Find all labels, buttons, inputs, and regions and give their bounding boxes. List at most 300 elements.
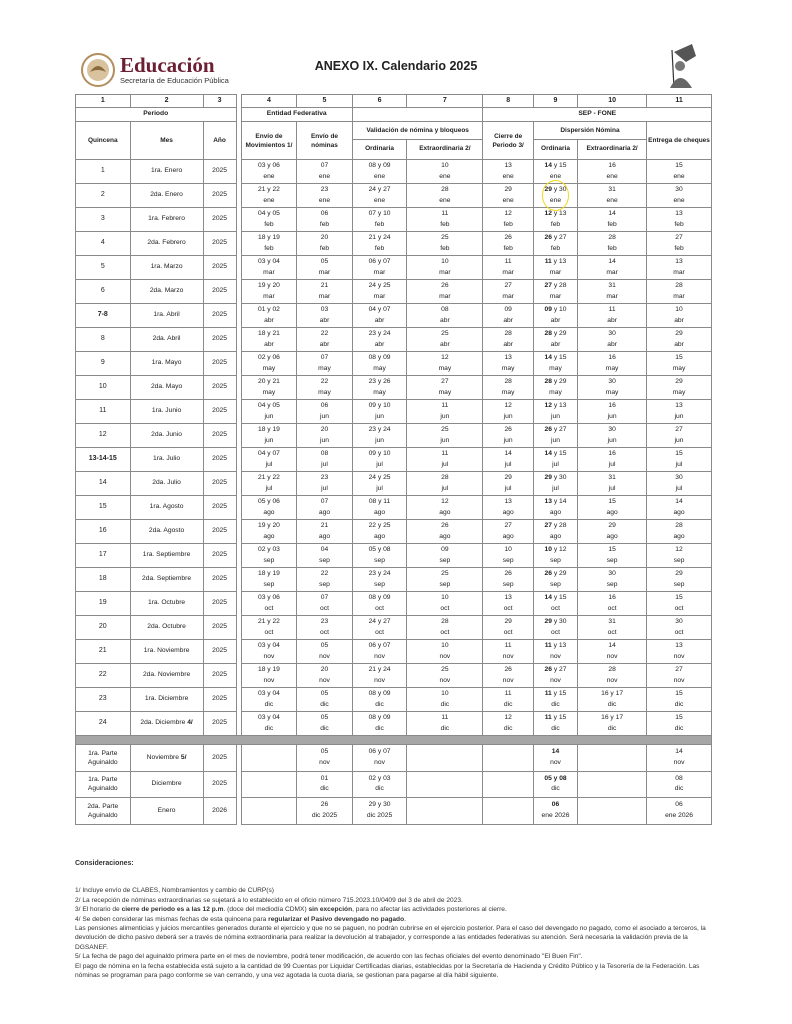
cell-mes: 2da. Septiembre [130,568,203,592]
cell-dispersion-extraordinaria: 30 jun [578,424,647,448]
cell-entrega: 29 abr [647,328,712,352]
cell-dispersion-extraordinaria: 14 mar [578,256,647,280]
table-row [76,592,712,616]
cell-dispersion-ordinaria [533,184,577,208]
group-spacer [352,108,483,122]
cell-cierre: 27 mar [483,280,533,304]
table-row [76,280,712,304]
cell-envio-movimientos [241,771,297,798]
cell-entrega: 14 ago [647,496,712,520]
cell-anio: 2025 [203,232,236,256]
cell-mes: 1ra. Noviembre [130,640,203,664]
cell-quincena: 5 [76,256,131,280]
cell-dispersion-extraordinaria: 16 y 17 dic [578,712,647,736]
cell-dispersion-ordinaria: 12 y 13 feb [533,208,577,232]
cell-mes: 2da. Octubre [130,616,203,640]
cell-entrega: 15 oct [647,592,712,616]
cell-envio-nominas: 07 ene [297,160,353,184]
cell-validacion-extraordinaria [407,745,483,772]
cell-envio-movimientos: 02 y 06 may [241,352,297,376]
cell-dispersion-ordinaria: 28 y 29 may [533,376,577,400]
cell-validacion-extraordinaria: 09 sep [407,544,483,568]
cell-dispersion-ordinaria: 14 y 15 jul [533,448,577,472]
table-row [76,232,712,256]
cell-dispersion-ordinaria: 26 y 27 feb [533,232,577,256]
cell-dispersion-ordinaria: 27 y 28 ago [533,520,577,544]
cell-mes: 1ra. Diciembre [130,688,203,712]
cell-envio-movimientos: 01 y 02 abr [241,304,297,328]
cell-anio: 2025 [203,280,236,304]
cell-entrega: 13 feb [647,208,712,232]
brand-name: Educación [120,53,215,77]
cell-validacion-ordinaria: 22 y 25 ago [352,520,407,544]
table-row [76,304,712,328]
cell-entrega: 06 ene 2026 [647,798,712,825]
cell-cierre: 13 ene [483,160,533,184]
cell-cierre: 13 ago [483,496,533,520]
cell-validacion-extraordinaria: 11 jun [407,400,483,424]
cell-envio-nominas: 21 mar [297,280,353,304]
cell-mes: 1ra. Junio [130,400,203,424]
cell-dispersion-ordinaria: 29 y 30 jul [533,472,577,496]
cell-envio-movimientos: 19 y 20 ago [241,520,297,544]
table-row [76,208,712,232]
cell-envio-movimientos [241,745,297,772]
cell-entrega: 15 jul [647,448,712,472]
cell-anio: 2025 [203,184,236,208]
col-number: 4 [241,95,297,108]
cell-cierre: 09 abr [483,304,533,328]
cell-envio-movimientos: 21 y 22 ene [241,184,297,208]
cell-envio-movimientos: 04 y 07 jul [241,448,297,472]
cell-quincena: 1 [76,160,131,184]
cell-envio-movimientos: 03 y 06 oct [241,592,297,616]
cell-dispersion-ordinaria: 14 y 15 oct [533,592,577,616]
cell-dispersion-extraordinaria: 11 abr [578,304,647,328]
cell-cierre: 29 oct [483,616,533,640]
cell-dispersion-ordinaria: 09 y 10 abr [533,304,577,328]
table-row [76,664,712,688]
cell-envio-movimientos: 18 y 21 abr [241,328,297,352]
cell-entrega: 30 ene [647,184,712,208]
cell-quincena: 20 [76,616,131,640]
header-cierre: Cierre de Periodo 3/ [483,122,533,160]
aguinaldo-row [76,771,712,798]
cell-cierre: 14 jul [483,448,533,472]
cell-mes: 2da. Enero [130,184,203,208]
cell-envio-movimientos: 21 y 22 oct [241,616,297,640]
cell-envio-movimientos: 18 y 19 sep [241,568,297,592]
cell-mes: 1ra. Abril [130,304,203,328]
note-3: 3/ El horario de cierre de periodo es a las 12 p.m. (doce del mediodía CDMX) sin excepción, para no afectar las actividades posteriores al cierre. [75,906,507,914]
group-sep-fone: SEP - FONE [483,108,712,122]
note-1: 1/ Incluye envío de CLABES, Nombramientos y cambio de CURP(s) [75,887,274,895]
cell-envio-movimientos: 04 y 05 feb [241,208,297,232]
cell-dispersion-ordinaria: 28 y 29 abr [533,328,577,352]
calendar-body [76,160,712,825]
cell-cierre: 10 sep [483,544,533,568]
cell-quincena: 8 [76,328,131,352]
cell-validacion-extraordinaria: 26 mar [407,280,483,304]
cell-mes: 2da. Abril [130,328,203,352]
cell-dispersion-ordinaria: 14 nov [533,745,577,772]
cell-envio-nominas: 22 sep [297,568,353,592]
note-5: 5/ La fecha de pago del aguinaldo primera parte en el mes de noviembre, podrá tener modificación, de acuerdo con las fechas oficiales del evento denominado "El Buen Fin". [75,953,583,961]
table-row [76,712,712,736]
cell-dispersion-extraordinaria: 16 oct [578,592,647,616]
aguinaldo-row [76,798,712,825]
cell-envio-movimientos: 03 y 04 dic [241,712,297,736]
cell-mes: Diciembre [130,771,203,798]
highlight-circle: 29 y 30 ene [542,180,570,211]
cell-entrega: 15 dic [647,712,712,736]
cell-mes: 2da. Agosto [130,520,203,544]
cell-dispersion-extraordinaria [578,771,647,798]
note-2: 2/ La recepción de nóminas extraordinarias se sujetará a lo establecido en el oficio número 715.2023.10/0409 del 3 de abril de 2023. [75,896,463,904]
cell-entrega: 29 may [647,376,712,400]
cell-quincena: 9 [76,352,131,376]
cell-dispersion-ordinaria: 10 y 12 sep [533,544,577,568]
cell-anio: 2025 [203,496,236,520]
cell-dispersion-extraordinaria: 15 sep [578,544,647,568]
cell-dispersion-ordinaria: 26 y 27 nov [533,664,577,688]
cell-validacion-ordinaria: 09 y 10 jul [352,448,407,472]
cell-dispersion-ordinaria: 05 y 08 dic [533,771,577,798]
cell-mes: 2da. Julio [130,472,203,496]
cell-cierre: 11 dic [483,688,533,712]
cell-dispersion-ordinaria: 11 y 15 dic [533,688,577,712]
cell-cierre: 26 nov [483,664,533,688]
cell-mes: 2da. Marzo [130,280,203,304]
table-row [76,616,712,640]
cell-entrega: 08 dic [647,771,712,798]
cell-envio-nominas: 05 dic [297,712,353,736]
group-header-row [76,108,712,122]
header-mes: Mes [130,122,203,160]
cell-validacion-extraordinaria: 26 ago [407,520,483,544]
cell-envio-movimientos: 05 y 06 ago [241,496,297,520]
cell-mes: 1ra. Mayo [130,352,203,376]
cell-entrega: 15 dic [647,688,712,712]
cell-validacion-ordinaria: 06 y 07 mar [352,256,407,280]
cell-anio: 2025 [203,592,236,616]
cell-anio: 2025 [203,328,236,352]
cell-envio-movimientos: 18 y 19 jun [241,424,297,448]
cell-cierre: 29 jul [483,472,533,496]
cell-validacion-extraordinaria: 10 mar [407,256,483,280]
cell-entrega: 15 may [647,352,712,376]
header-dispersion: Dispersión Nómina [533,122,646,140]
cell-validacion-extraordinaria: 10 oct [407,592,483,616]
header-dispersion-extraordinaria: Extraordinaria 2/ [578,140,647,160]
col-number: 11 [647,95,712,108]
cell-cierre: 11 nov [483,640,533,664]
table-row [76,328,712,352]
col-number: 1 [76,95,131,108]
document-header [0,0,792,92]
col-number: 7 [407,95,483,108]
cell-anio: 2025 [203,568,236,592]
cell-dispersion-ordinaria: 26 y 29 sep [533,568,577,592]
cell-quincena: 17 [76,544,131,568]
cell-dispersion-ordinaria: 14 y 15 may [533,352,577,376]
cell-envio-movimientos [241,798,297,825]
table-row [76,424,712,448]
cell-envio-nominas: 20 feb [297,232,353,256]
considerations-title: Consideraciones: [75,860,134,867]
cell-envio-nominas: 08 jul [297,448,353,472]
cell-validacion-extraordinaria: 11 jul [407,448,483,472]
cell-anio: 2025 [203,771,236,798]
cell-entrega: 27 jun [647,424,712,448]
cell-mes: Noviembre 5/ [130,745,203,772]
cell-dispersion-ordinaria: 11 y 13 mar [533,256,577,280]
cell-quincena: 1ra. Parte Aguinaldo [76,771,131,798]
cell-cierre: 12 jun [483,400,533,424]
cell-cierre: 29 ene [483,184,533,208]
cell-entrega: 10 abr [647,304,712,328]
cell-validacion-ordinaria: 08 y 09 may [352,352,407,376]
table-row [76,184,712,208]
cell-validacion-extraordinaria: 25 nov [407,664,483,688]
header-dispersion-ordinaria: Ordinaria [533,140,577,160]
cell-entrega: 27 feb [647,232,712,256]
brand-subtitle: Secretaría de Educación Pública [120,76,229,85]
cell-anio: 2025 [203,712,236,736]
cell-mes: 1ra. Marzo [130,256,203,280]
cell-envio-nominas: 04 sep [297,544,353,568]
cell-quincena: 23 [76,688,131,712]
cell-envio-nominas: 22 may [297,376,353,400]
cell-validacion-ordinaria: 02 y 03 dic [352,771,407,798]
cell-envio-nominas: 05 nov [297,745,353,772]
cell-envio-nominas: 07 ago [297,496,353,520]
cell-dispersion-extraordinaria: 16 jul [578,448,647,472]
cell-dispersion-extraordinaria: 16 jun [578,400,647,424]
considerations-section [75,859,715,980]
cell-dispersion-extraordinaria: 14 feb [578,208,647,232]
cell-quincena: 4 [76,232,131,256]
note-4: 4/ Se deben considerar las mismas fechas de esta quincena para regularizar el Pasivo devengado no pagado. [75,915,406,923]
cell-anio: 2026 [203,798,236,825]
cell-quincena: 14 [76,472,131,496]
cell-envio-nominas: 07 oct [297,592,353,616]
cell-mes: 2da. Diciembre 4/ [130,712,203,736]
table-row [76,688,712,712]
cell-cierre: 26 jun [483,424,533,448]
cell-mes: 2da. Junio [130,424,203,448]
cell-dispersion-ordinaria: 27 y 28 mar [533,280,577,304]
gap-cell [236,140,241,160]
cell-dispersion-extraordinaria: 29 ago [578,520,647,544]
cell-validacion-extraordinaria: 11 feb [407,208,483,232]
column-number-row [76,95,712,108]
cell-anio: 2025 [203,448,236,472]
table-cell [76,736,712,745]
table-row [76,448,712,472]
cell-dispersion-ordinaria: 14 y 15 ene [533,160,577,184]
cell-envio-movimientos: 20 y 21 may [241,376,297,400]
cell-envio-nominas: 06 feb [297,208,353,232]
cell-quincena: 21 [76,640,131,664]
col-number: 2 [130,95,203,108]
cell-mes: Enero [130,798,203,825]
cell-dispersion-ordinaria: 11 y 15 dic [533,712,577,736]
table-row [76,472,712,496]
cell-cierre: 12 dic [483,712,533,736]
cell-validacion-extraordinaria: 08 abr [407,304,483,328]
aguinaldo-row [76,745,712,772]
cell-validacion-ordinaria: 08 y 09 oct [352,592,407,616]
cell-entrega: 15 ene [647,160,712,184]
table-row [76,568,712,592]
cell-validacion-extraordinaria: 10 dic [407,688,483,712]
cell-quincena: 7-8 [76,304,131,328]
cell-cierre: 13 may [483,352,533,376]
cell-validacion-ordinaria: 21 y 24 feb [352,232,407,256]
cell-mes: 1ra. Febrero [130,208,203,232]
cell-anio: 2025 [203,256,236,280]
cell-quincena: 11 [76,400,131,424]
cell-envio-nominas: 20 jun [297,424,353,448]
col-number: 9 [533,95,577,108]
cell-validacion-extraordinaria: 25 feb [407,232,483,256]
cell-envio-movimientos: 03 y 04 dic [241,688,297,712]
cell-entrega: 13 mar [647,256,712,280]
cell-validacion-ordinaria: 09 y 10 jun [352,400,407,424]
cell-quincena: 24 [76,712,131,736]
cell-validacion-extraordinaria: 10 nov [407,640,483,664]
cell-anio: 2025 [203,400,236,424]
cell-dispersion-extraordinaria: 16 may [578,352,647,376]
cell-validacion-ordinaria: 23 y 24 jun [352,424,407,448]
cell-validacion-extraordinaria: 25 jun [407,424,483,448]
cell-dispersion-extraordinaria: 31 ene [578,184,647,208]
document-title: ANEXO IX. Calendario 2025 [314,59,478,73]
separator-row [76,736,712,745]
col-number: 10 [578,95,647,108]
cell-mes: 1ra. Septiembre [130,544,203,568]
cell-envio-movimientos: 02 y 03 sep [241,544,297,568]
cell-quincena: 15 [76,496,131,520]
cell-envio-nominas: 26 dic 2025 [297,798,353,825]
cell-envio-nominas: 22 abr [297,328,353,352]
cell-envio-nominas: 05 mar [297,256,353,280]
cell-validacion-ordinaria: 05 y 08 sep [352,544,407,568]
cell-quincena: 2da. Parte Aguinaldo [76,798,131,825]
header-anio: Año [203,122,236,160]
cell-validacion-ordinaria: 08 y 09 dic [352,688,407,712]
table-row [76,496,712,520]
cell-quincena: 6 [76,280,131,304]
cell-dispersion-extraordinaria: 31 oct [578,616,647,640]
cell-envio-movimientos: 21 y 22 jul [241,472,297,496]
cell-validacion-ordinaria: 24 y 25 mar [352,280,407,304]
cell-entrega: 29 sep [647,568,712,592]
cell-dispersion-ordinaria: 29 y 30 oct [533,616,577,640]
cell-validacion-extraordinaria: 12 may [407,352,483,376]
cell-validacion-ordinaria: 06 y 07 nov [352,640,407,664]
cell-envio-nominas: 20 nov [297,664,353,688]
note-6: El pago de nómina en la fecha establecida está sujeto a la cantidad de 99 Cuentas por Liquidar Certificadas diarias, establecidas por la Secretaría de Hacienda y Crédito Público y la Tesorería de la Federación. Las nóminas se programan para pago conforme se van cerrando, y una vez agotada la cuota diaria, se gestionan para pagarse al día hábil siguiente. [75,962,700,980]
table-row [76,520,712,544]
cell-dispersion-extraordinaria: 31 jul [578,472,647,496]
cell-cierre: 28 may [483,376,533,400]
cell-quincena: 3 [76,208,131,232]
cell-validacion-extraordinaria: 28 ene [407,184,483,208]
cell-validacion-ordinaria: 07 y 10 feb [352,208,407,232]
cell-anio: 2025 [203,520,236,544]
cell-cierre: 12 feb [483,208,533,232]
cell-validacion-ordinaria: 23 y 26 may [352,376,407,400]
cell-cierre [483,798,533,825]
cell-validacion-extraordinaria [407,771,483,798]
cell-quincena: 12 [76,424,131,448]
cell-dispersion-ordinaria: 13 y 14 ago [533,496,577,520]
cell-entrega: 28 mar [647,280,712,304]
cell-cierre [483,745,533,772]
table-row [76,640,712,664]
cell-validacion-extraordinaria: 27 may [407,376,483,400]
cell-cierre: 27 ago [483,520,533,544]
cell-quincena: 16 [76,520,131,544]
cell-mes: 1ra. Julio [130,448,203,472]
table-row [76,376,712,400]
cell-dispersion-extraordinaria [578,798,647,825]
cell-quincena: 19 [76,592,131,616]
cell-validacion-ordinaria: 21 y 24 nov [352,664,407,688]
cell-validacion-extraordinaria: 25 sep [407,568,483,592]
cell-validacion-extraordinaria: 11 dic [407,712,483,736]
cell-entrega: 30 oct [647,616,712,640]
cell-envio-movimientos: 19 y 20 mar [241,280,297,304]
header-validacion-extraordinaria: Extraordinaria 2/ [407,140,483,160]
cell-anio: 2025 [203,688,236,712]
cell-cierre: 26 feb [483,232,533,256]
cell-quincena: 10 [76,376,131,400]
cell-envio-nominas: 23 ene [297,184,353,208]
cell-dispersion-extraordinaria: 28 feb [578,232,647,256]
cell-validacion-ordinaria: 08 y 09 ene [352,160,407,184]
cell-anio: 2025 [203,745,236,772]
cell-dispersion-extraordinaria: 14 nov [578,640,647,664]
cell-anio: 2025 [203,376,236,400]
col-number: 3 [203,95,236,108]
header-entrega: Entrega de cheques [647,122,712,160]
cell-envio-movimientos: 18 y 19 nov [241,664,297,688]
cell-validacion-ordinaria: 29 y 30 dic 2025 [352,798,407,825]
col-number: 8 [483,95,533,108]
cell-dispersion-extraordinaria: 31 mar [578,280,647,304]
cell-anio: 2025 [203,424,236,448]
cell-validacion-ordinaria: 24 y 27 oct [352,616,407,640]
cell-validacion-ordinaria: 08 y 09 dic [352,712,407,736]
col-number: 6 [352,95,407,108]
cell-dispersion-extraordinaria: 30 sep [578,568,647,592]
cell-mes: 1ra. Octubre [130,592,203,616]
cell-anio: 2025 [203,304,236,328]
table-row [76,160,712,184]
cell-entrega: 13 nov [647,640,712,664]
cell-validacion-extraordinaria: 28 jul [407,472,483,496]
cell-anio: 2025 [203,616,236,640]
table-row [76,256,712,280]
cell-validacion-extraordinaria [407,798,483,825]
header-quincena: Quincena [76,122,131,160]
cell-dispersion-extraordinaria: 16 ene [578,160,647,184]
cell-mes: 1ra. Enero [130,160,203,184]
cell-validacion-extraordinaria: 12 ago [407,496,483,520]
